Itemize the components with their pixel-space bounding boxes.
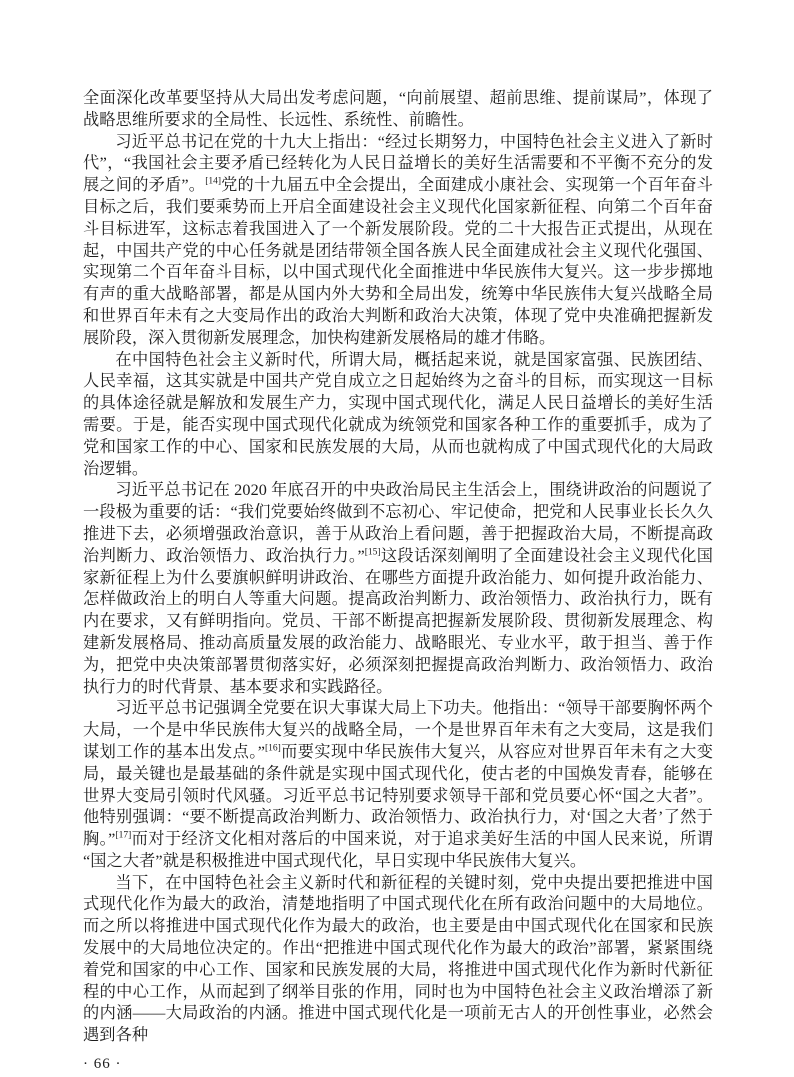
text-run: 而对于经济文化相对落后的中国来说，对于追求美好生活的中国人民来说，所谓“国之大者”就是积极推进中国式现代化，早日实现中华民族伟大复兴。 bbox=[83, 830, 714, 870]
text-run: 在中国特色社会主义新时代，所谓大局，概括起来说，就是国家富强、民族团结、人民幸福，这其实就是中国共产党自成立之日起始终为之奋斗的目标，而实现这一目标的具体途径就是解放和发展生产力，实现中国式现代化，满足人民日益增长的美好生活需要。于是，能否实现中国式现代化就成为统领党和国家各种工作的重要抓手，成为了党和国家工作的中心、国家和民族发展的大局，从而也就构成了中国式现代化的大局政治逻辑。 bbox=[83, 350, 713, 478]
citation-marker: [15] bbox=[364, 547, 381, 558]
page-footer bbox=[83, 1056, 711, 1073]
text-run: 习近平总书记在党的十九大上指出：“经过长期努力，中国特色社会主义进入了新时代”，“我国社会主要矛盾已经转化为人民日益增长的美好生活需要和不平衡不充分的发展之间的矛盾”。 bbox=[83, 132, 713, 195]
citation-marker: [16] bbox=[265, 743, 281, 754]
text-run: 习近平总书记强调全党要在识大事谋大局上下功夫。他指出：“领导干部要胸怀两个大局，一个是中华民族伟大复兴的战略全局，一个是世界百年未有之大变局，这是我们谋划工作的基本出发点。” bbox=[83, 699, 713, 761]
citation-marker: [17] bbox=[115, 830, 132, 841]
text-run: 而要实现中华民族伟大复兴，从容应对世界百年未有之大变局，最关键也是最基础的条件就是实现中国式现代化，使古老的中国焕发青春，能够在世界大变局引领时代风骚。习近平总书记特别要求领导干部和党员要心怀“国之大者”。他特别强调：“要不断提高政治判断力、政治领悟力、政治执行力，对‘国之大者’了然于胸。” bbox=[83, 742, 713, 849]
paragraph bbox=[83, 873, 713, 1047]
body-text bbox=[83, 88, 713, 1047]
paragraph bbox=[83, 88, 713, 132]
paragraph bbox=[83, 132, 713, 350]
text-run: 党的十九届五中全会提出，全面建成小康社会、实现第一个百年奋斗目标之后，我们要乘势而上开启全面建设社会主义现代化国家新征程、向第二个百年奋斗目标进军，这标志着我国进入了一个新发展阶段。党的二十大报告正式提出，从现在起，中国共产党的中心任务就是团结带领全国各族人民全面建成社会主义现代化强国、实现第二个百年奋斗目标，以中国式现代化全面推进中华民族伟大复兴。这一步步掷地有声的重大战略部署，都是从国内外大势和全局出发，统筹中华民族伟大复兴战略全局和世界百年未有之大变局作出的政治大判断和政治大决策，体现了党中央准确把握新发展阶段，深入贯彻新发展理念，加快构建新发展格局的雄才伟略。 bbox=[83, 176, 714, 347]
paragraph bbox=[83, 698, 713, 872]
citation-marker: [14] bbox=[205, 176, 222, 187]
text-run: 全面深化改革要坚持从大局出发考虑问题，“向前展望、超前思维、提前谋局”，体现了战略思维所要求的全局性、长远性、系统性、前瞻性。 bbox=[83, 89, 713, 129]
page-number: · 66 · bbox=[83, 1056, 122, 1073]
text-run: 当下，在中国特色社会主义新时代和新征程的关键时刻，党中央提出要把推进中国式现代化作为最大的政治，清楚地指明了中国式现代化在所有政治问题中的大局地位。而之所以将推进中国式现代化作为最大的政治，也主要是由中国式现代化在国家和民族发展中的大局地位决定的。作出“把推进中国式现代化作为最大的政治”部署，紧紧围绕着党和国家的中心工作、国家和民族发展的大局，将推进中国式现代化作为新时代新征程的中心工作，从而起到了纲举目张的作用，同时也为中国特色社会主义政治增添了新的内涵——大局政治的内涵。推进中国式现代化是一项前无古人的开创性事业，必然会遇到各种 bbox=[83, 873, 714, 1045]
text-run: 习近平总书记在 2020 年底召开的中央政治局民主生活会上，围绕讲政治的问题说了一段极为重要的话：“我们党要始终做到不忘初心、牢记使命，把党和人民事业长长久久推进下去，必须增强政治意识，善于从政治上看问题，善于把握政治大局，不断提高政治判断力、政治领悟力、政治执行力。” bbox=[83, 481, 713, 565]
text-run: 这段话深刻阐明了全面建设社会主义现代化国家新征程上为什么要旗帜鲜明讲政治、在哪些方面提升政治能力、如何提升政治能力、怎样做政治上的明白人等重大问题。提高政治判断力、政治领悟力、政治执行力，既有内在要求，又有鲜明指向。党员、干部不断提高把握新发展阶段、贯彻新发展理念、构建新发展格局、推动高质量发展的政治能力、战略眼光、专业水平，敢于担当、善于作为，把党中央决策部署贯彻落实好，必须深刻把握提高政治判断力、政治领悟力、政治执行力的时代背景、基本要求和实践路径。 bbox=[83, 546, 713, 696]
paragraph bbox=[83, 480, 713, 698]
paragraph bbox=[83, 350, 713, 481]
